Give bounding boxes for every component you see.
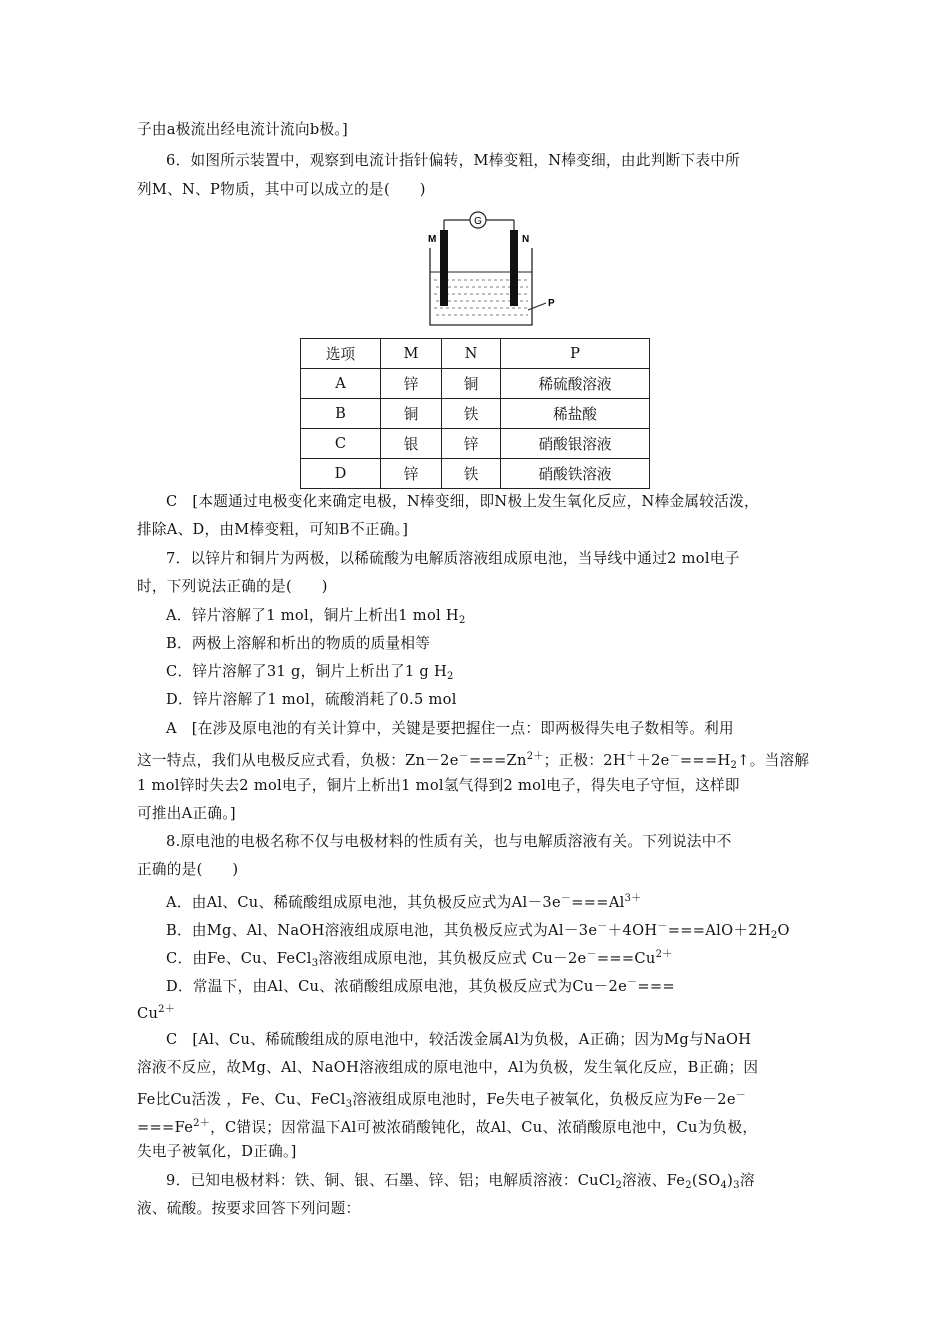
question-9-stem: 9．已知电极材料：铁、铜、银、石墨、锌、铝；电解质溶液：CuCl$_2$溶液、$Fe_2(SO_4)_3$溶	[166, 1172, 755, 1191]
electrode-m	[440, 230, 448, 306]
table-cell: 铁	[442, 399, 501, 429]
question-8-option-a: A．由Al、Cu、稀硫酸组成原电池，其负极反应式为$Al-3e^-===Al^{3+}$	[166, 893, 642, 911]
answer-7-cont: 1 mol锌时失去2 mol电子，铜片上析出1 mol氢气得到2 mol电子，得失电子守恒，这样即	[137, 777, 740, 794]
galvanic-cell-figure	[410, 200, 570, 330]
electrode-n-label: N	[522, 234, 530, 245]
table-cell: 硝酸银溶液	[501, 429, 650, 459]
table-cell: 银	[381, 429, 442, 459]
question-8-option-c: C．由Fe、Cu、FeCl$_3$溶液组成原电池，其负极反应式 $Cu-2e^-===Cu^{2+}$	[166, 949, 673, 969]
answer-7-cont: 可推出A正确。]	[137, 805, 236, 822]
table-header-cell: P	[501, 339, 650, 369]
table-cell: 稀盐酸	[501, 399, 650, 429]
table-cell: 铁	[442, 459, 501, 489]
table-header-row	[301, 339, 650, 369]
table-row	[301, 459, 650, 489]
question-6-stem: 6．如图所示装置中，观察到电流计指针偏转，M棒变粗，N棒变细，由此判断下表中所	[166, 152, 741, 169]
table-cell: 锌	[381, 369, 442, 399]
table-cell: D	[301, 459, 381, 489]
answer-8-cont: 失电子被氧化，D正确。]	[137, 1143, 297, 1160]
question-7-option-d: D．锌片溶解了1 mol，硫酸消耗了0.5 mol	[166, 691, 457, 708]
electrode-n	[510, 230, 518, 306]
answer-7-cont: 这一特点，我们从电极反应式看，负极：$Zn-2e^-===Zn^{2+}$；正极：$2H^++2e^-===H_2↑$。当溶解	[137, 751, 810, 771]
galvanometer-label: G	[474, 216, 482, 227]
table-row	[301, 429, 650, 459]
table-cell: B	[301, 399, 381, 429]
answer-6-cont: 排除A、D，由M棒变粗，可知B不正确。]	[137, 521, 409, 538]
question-8-option-d-cont: $Cu^{2+}$	[137, 1004, 176, 1022]
table-cell: C	[301, 429, 381, 459]
electrode-m-label: M	[428, 234, 437, 245]
question-9-stem-cont: 液、硫酸。按要求回答下列问题：	[137, 1200, 361, 1217]
answer-8-cont: 溶液不反应，故Mg、Al、NaOH溶液组成的原电池中，Al为负极，发生氧化反应，B正确；因	[137, 1059, 759, 1076]
answer-8-cont: $===Fe^{2+}$，C错误；因常温下Al可被浓硝酸钝化，故Al、Cu、浓硝酸原电池中，Cu为负极，	[137, 1118, 758, 1136]
table-header-cell: 选项	[301, 339, 381, 369]
options-table	[300, 338, 650, 489]
question-8-option-b: B．由Mg、Al、NaOH溶液组成原电池，其负极反应式为$Al-3e^-+4OH^-===AlO+2H_2O$	[166, 921, 790, 941]
table-row	[301, 399, 650, 429]
question-8-option-d: D．常温下，由Al、Cu、浓硝酸组成原电池，其负极反应式为Cu－2e－===	[166, 977, 675, 995]
solution-label: P	[548, 298, 555, 309]
table-cell: 锌	[381, 459, 442, 489]
table-header-cell: N	[442, 339, 501, 369]
question-8-stem: 8.原电池的电极名称不仅与电极材料的性质有关，也与电解质溶液有关。下列说法中不	[166, 833, 732, 850]
question-7-option-c: C．锌片溶解了31 g，铜片上析出了1 g $H_2$	[166, 663, 454, 682]
table-row	[301, 369, 650, 399]
question-8-stem-cont: 正确的是( )	[137, 861, 239, 878]
question-7-option-b: B．两极上溶解和析出的物质的质量相等	[166, 635, 431, 652]
table-cell: 硝酸铁溶液	[501, 459, 650, 489]
question-7-stem-cont: 时，下列说法正确的是( )	[137, 578, 328, 595]
table-cell: 锌	[442, 429, 501, 459]
answer-8-cont: Fe比Cu活泼 ，Fe、Cu、FeCl$_3$溶液组成原电池时，Fe失电子被氧化，负极反应为Fe－2e－	[137, 1090, 747, 1110]
table-cell: A	[301, 369, 381, 399]
question-6-stem-cont: 列M、N、P物质，其中可以成立的是( )	[137, 181, 426, 198]
question-7-option-a: A．锌片溶解了1 mol，铜片上析出1 mol $H_2$	[166, 607, 466, 626]
table-header-cell: M	[381, 339, 442, 369]
table-cell: 铜	[442, 369, 501, 399]
answer-7: A [在涉及原电池的有关计算中，关键是要把握住一点：即两极得失电子数相等。利用	[166, 720, 734, 737]
table-cell: 稀硫酸溶液	[501, 369, 650, 399]
answer-6: C [本题通过电极变化来确定电极，N棒变细，即N极上发生氧化反应，N棒金属较活泼，	[166, 493, 759, 510]
answer-8: C [Al、Cu、稀硫酸组成的原电池中，较活泼金属Al为负极，A正确；因为Mg与NaOH	[166, 1031, 752, 1048]
text-line: 子由a极流出经电流计流向b极。]	[137, 121, 348, 138]
question-7-stem: 7．以锌片和铜片为两极，以稀硫酸为电解质溶液组成原电池，当导线中通过2 mol电子	[166, 550, 740, 567]
table-cell: 铜	[381, 399, 442, 429]
